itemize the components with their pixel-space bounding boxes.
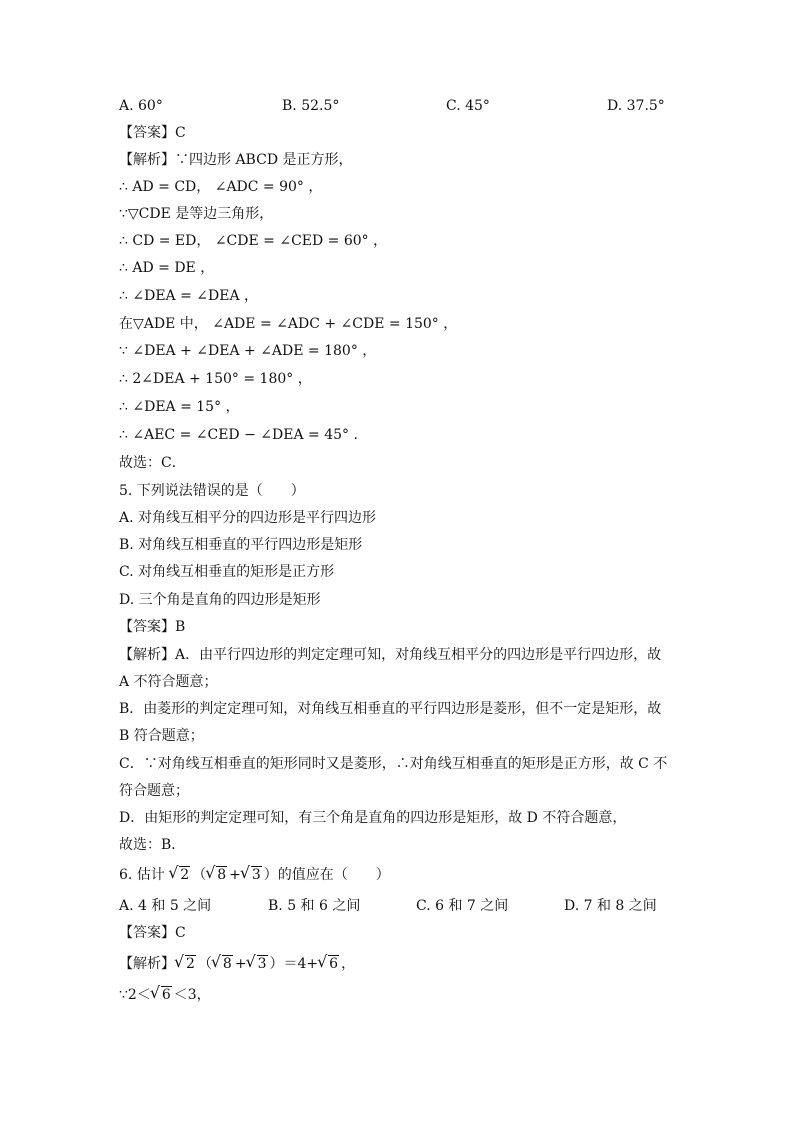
bound-prefix: ∵2＜: [119, 987, 151, 1003]
q6-option-c: C. 6 和 7 之间: [416, 898, 509, 914]
q4-analysis-line: ∵▽CDE 是等边三角形，: [119, 206, 274, 222]
paren-open: （: [192, 867, 207, 883]
radicand: 8: [222, 956, 232, 972]
q5-option-d: D. 三个角是直角的四边形是矩形: [119, 592, 321, 608]
q6-stem-prefix: 6. 估计: [119, 867, 165, 883]
q6-option-a: A. 4 和 5 之间: [119, 898, 212, 914]
q4-analysis-line: ∴ 2∠DEA + 150° = 180° ，: [119, 371, 312, 387]
q4-analysis-line: ∴ CD = ED， ∠CDE = ∠CED = 60° ，: [119, 233, 388, 249]
q5-analysis-line: B．由菱形的判定定理可知，对角线互相垂直的平行四边形是菱形，但不一定是矩形，故: [119, 701, 662, 717]
sqrt-expression: [175, 954, 196, 974]
q6-answer: 【答案】C: [119, 925, 186, 941]
plus-sign: +: [234, 956, 247, 972]
q4-option-a: A. 60°: [119, 98, 163, 114]
q4-conclusion: 故选：C．: [119, 455, 186, 471]
analysis-result: ＝4+: [283, 956, 319, 972]
paren-close: ）: [263, 867, 278, 883]
q6-stem: [119, 865, 390, 885]
q5-analysis-line: C．∵对角线互相垂直的矩形同时又是菱形，∴对角线互相垂直的矩形是正方形，故 C 不: [119, 756, 668, 772]
q5-analysis-line: A 不符合题意；: [119, 674, 218, 690]
plus-sign: +: [229, 867, 241, 883]
q4-analysis-line: ∴ ∠AEC = ∠CED − ∠DEA = 45° .: [119, 427, 358, 443]
q4-answer: 【答案】C: [119, 125, 186, 141]
sqrt-expression: [241, 865, 262, 885]
q4-option-b: B. 52.5°: [282, 98, 340, 114]
radicand: 3: [251, 867, 261, 883]
paren-close: ）: [269, 956, 284, 972]
q6-analysis-line: [119, 954, 355, 974]
q6-option-d: D. 7 和 8 之间: [564, 898, 657, 914]
radicand: 2: [180, 867, 190, 883]
q5-option-a: A. 对角线互相平分的四边形是平行四边形: [119, 510, 377, 526]
q4-option-c: C. 45°: [446, 98, 490, 114]
radicand: 2: [186, 956, 195, 972]
sqrt-expression: [212, 954, 233, 974]
q4-option-d: D. 37.5°: [607, 98, 665, 114]
analysis-prefix: 【解析】: [119, 956, 175, 972]
q5-analysis-line: 符合题意；: [119, 783, 189, 799]
radicand: 8: [217, 867, 227, 883]
q5-option-b: B. 对角线互相垂直的平行四边形是矩形: [119, 537, 363, 553]
q4-analysis-line: 在▽ADE 中， ∠ADE = ∠ADC + ∠CDE = 150° ，: [119, 316, 458, 332]
q6-option-b: B. 5 和 6 之间: [268, 898, 361, 914]
q5-conclusion: 故选：B．: [119, 837, 186, 853]
q4-analysis-line: ∵ ∠DEA + ∠DEA + ∠ADE = 180° ，: [119, 343, 377, 359]
sqrt-expression: [151, 985, 172, 1005]
q6-stem-suffix: 的值应在（ ）: [277, 867, 390, 883]
radicand: 6: [329, 956, 339, 972]
q4-analysis-line: ∴ AD = CD， ∠ADC = 90° ，: [119, 179, 323, 195]
q4-analysis-line: ∴ ∠DEA = ∠DEA ，: [119, 288, 259, 304]
sqrt-expression: [169, 865, 190, 885]
q4-analysis-line: ∴ AD = DE ，: [119, 260, 215, 276]
q5-answer: 【答案】B: [119, 619, 186, 635]
bound-suffix: ＜3，: [173, 987, 211, 1003]
q5-option-c: C. 对角线互相垂直的矩形是正方形: [119, 564, 335, 580]
q5-stem: 5. 下列说法错误的是（ ）: [119, 483, 305, 499]
paren-open: （: [197, 956, 212, 972]
q5-analysis-line: B 符合题意；: [119, 728, 204, 744]
q5-analysis-line: D．由矩形的判定定理可知，有三个角是直角的四边形是矩形，故 D 不符合题意，: [119, 810, 627, 826]
sqrt-expression: [318, 954, 339, 974]
q6-bound-line: [119, 985, 211, 1005]
sqrt-expression: [247, 954, 268, 974]
q5-analysis-line: 【解析】A．由平行四边形的判定定理可知，对角线互相平分的四边形是平行四边形，故: [119, 647, 662, 663]
q4-analysis-line: ∴ ∠DEA = 15° ，: [119, 399, 240, 415]
sqrt-expression: [206, 865, 227, 885]
radicand: 6: [161, 987, 171, 1003]
radicand: 3: [257, 956, 267, 972]
q4-analysis-line: 【解析】∵四边形 ABCD 是正方形，: [119, 152, 353, 168]
analysis-end: ，: [341, 956, 356, 972]
